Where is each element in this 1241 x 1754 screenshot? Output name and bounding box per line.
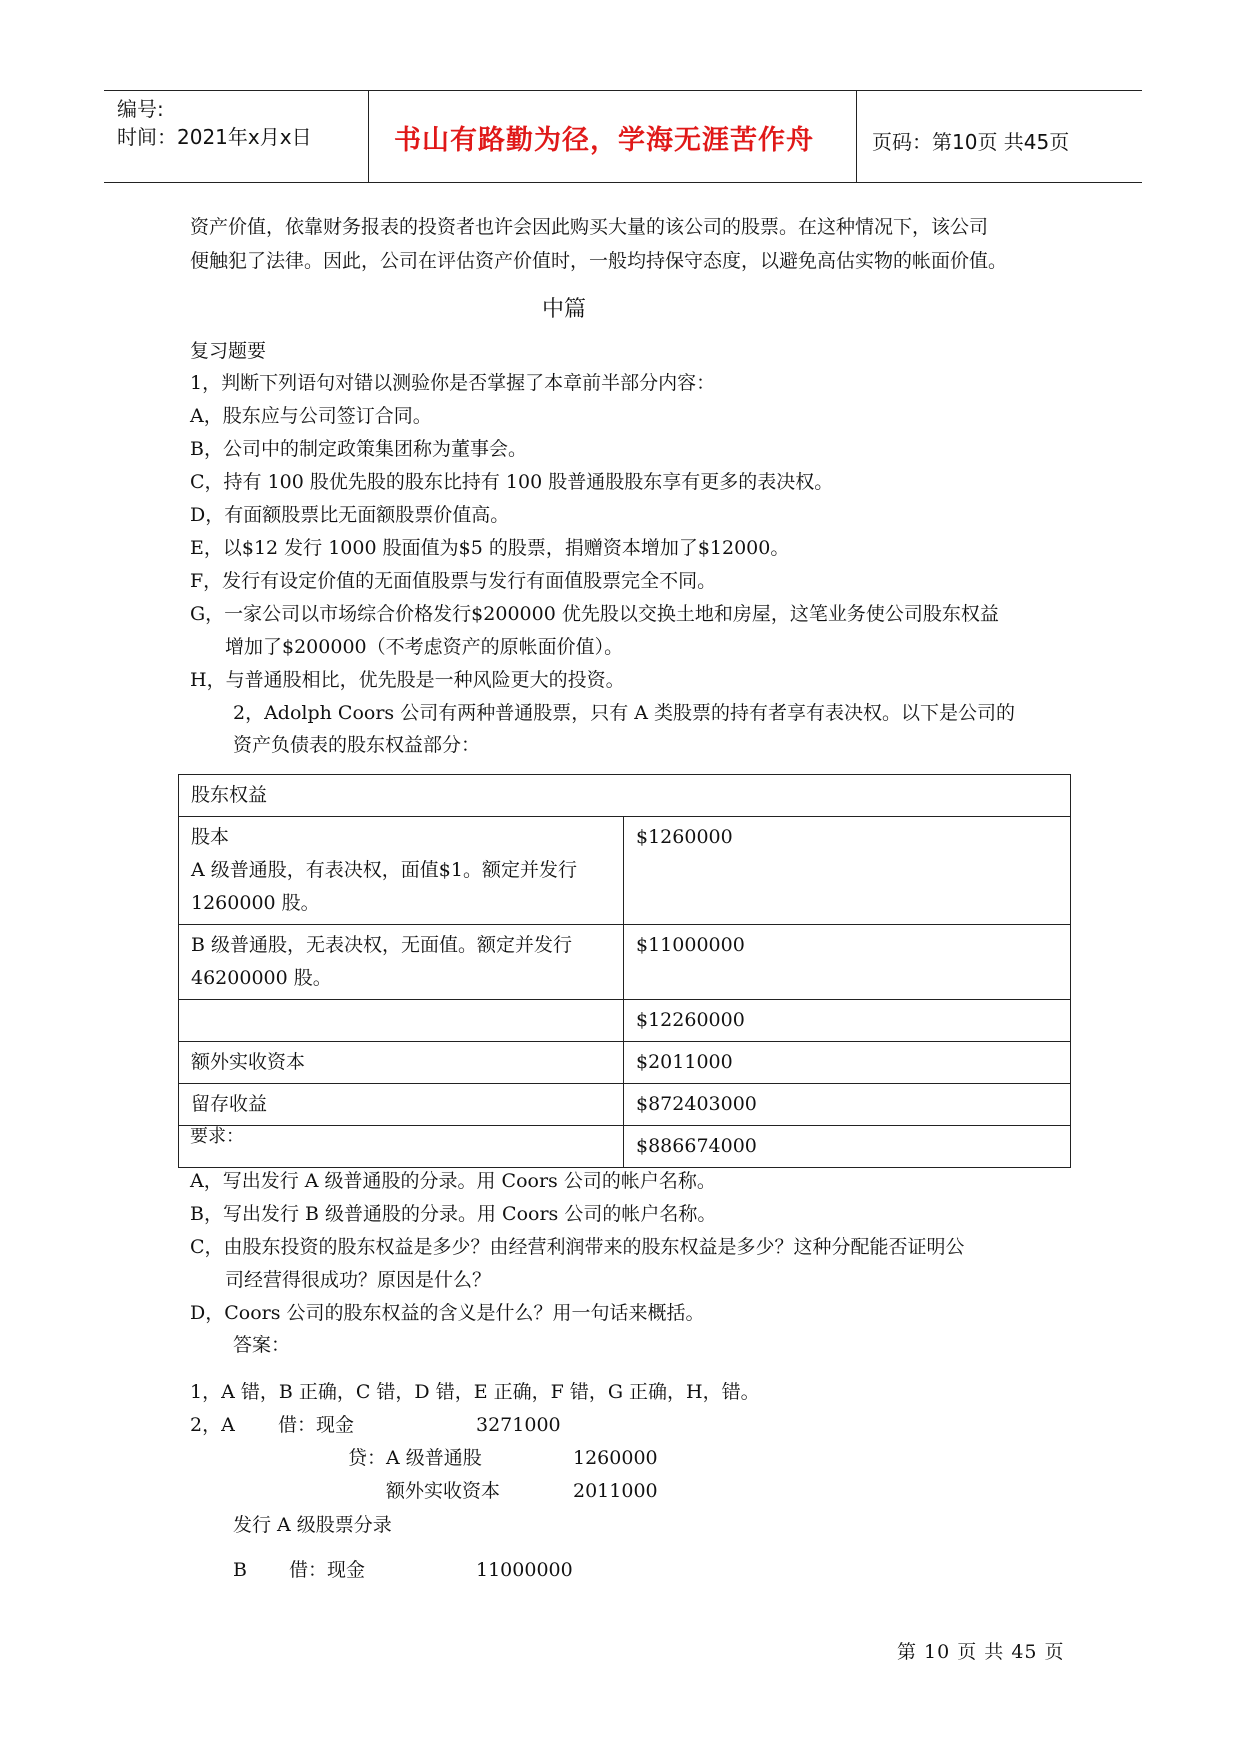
table-row: [179, 1000, 1071, 1042]
table-value-cell: $2011000: [624, 1042, 1071, 1084]
row-label-line: B 级普通股，无表决权，无面值。额定并发行: [191, 934, 573, 956]
statement-c: C，持有 100 股优先股的股东比持有 100 股普通股股东享有更多的表决权。: [190, 471, 834, 493]
table-value-cell: $11000000: [624, 925, 1071, 1000]
table-value-cell: $886674000: [624, 1126, 1071, 1168]
table-row: [179, 1042, 1071, 1084]
row-label-line: 1260000 股。: [191, 892, 320, 914]
page-footer: 第 10 页 共 45 页: [897, 1641, 1065, 1663]
header-divider-left: [368, 90, 369, 183]
answer-2-credit-label: 贷：A 级普通股: [348, 1447, 482, 1469]
requirement-c-cont: 司经营得很成功？原因是什么？: [225, 1269, 492, 1291]
row-label-line: 46200000 股。: [191, 967, 332, 989]
table-label-cell: [179, 1126, 624, 1168]
answer-2-credit2-amount: 2011000: [573, 1480, 658, 1502]
statement-e: E，以$12 发行 1000 股面值为$5 的股票，捐赠资本增加了$12000。: [190, 537, 790, 559]
answer-b-debit-amount: 11000000: [476, 1559, 573, 1581]
answer-2-prefix: 2，A: [190, 1414, 235, 1436]
statement-h: H，与普通股相比，优先股是一种风险更大的投资。: [190, 669, 625, 691]
answer-b-debit-label: 借：现金: [289, 1559, 366, 1581]
table-label-cell: [179, 1000, 624, 1042]
header-motto: 书山有路勤为径，学海无涯苦作舟: [394, 125, 814, 156]
intro-line-1: 资产价值，依靠财务报表的投资者也许会因此购买大量的该公司的股票。在这种情况下，该公司: [190, 216, 989, 238]
header-bottom-rule: [104, 182, 1142, 183]
statement-f: F，发行有设定价值的无面值股票与发行有面值股票完全不同。: [190, 570, 717, 592]
answer-2-credit2-label: 额外实收资本: [386, 1480, 501, 1502]
doc-number-label: 编号:: [117, 97, 164, 121]
statement-g: G，一家公司以市场综合价格发行$200000 优先股以交换土地和房屋，这笔业务使公司股东权益: [190, 603, 999, 625]
question-2-line-1: 2，Adolph Coors 公司有两种普通股票，只有 A 类股票的持有者享有表决权。以下是公司的: [233, 702, 1016, 724]
question-2-line-2: 资产负债表的股东权益部分：: [233, 734, 481, 756]
answer-2-debit-amount: 3271000: [476, 1414, 561, 1436]
table-row: [179, 1126, 1071, 1168]
doc-time-label: 时间：2021年x月x日: [117, 125, 312, 149]
statement-g-cont: 增加了$200000（不考虑资产的原帐面价值）。: [225, 636, 624, 658]
page-indicator: 页码：第10页 共45页: [872, 130, 1070, 154]
header-divider-right: [856, 90, 857, 183]
requirements-heading: 要求：: [190, 1126, 244, 1147]
answers-heading: 答案：: [233, 1334, 291, 1356]
table-value-cell: $12260000: [624, 1000, 1071, 1042]
intro-line-2: 便触犯了法律。因此，公司在评估资产价值时，一般均持保守态度，以避免高估实物的帐面价值。: [190, 250, 1008, 272]
requirement-a: A，写出发行 A 级普通股的分录。用 Coors 公司的帐户名称。: [190, 1170, 716, 1192]
answer-1: 1，A 错，B 正确，C 错，D 错，E 正确，F 错，G 正确，H，错。: [190, 1381, 760, 1403]
table-row: [179, 775, 1071, 817]
statement-a: A，股东应与公司签订合同。: [190, 405, 432, 427]
table-label-cell: [179, 925, 624, 1000]
row-label-line: A 级普通股，有表决权，面值$1。额定并发行: [191, 859, 577, 881]
table-row: [179, 817, 1071, 925]
table-value-cell: $872403000: [624, 1084, 1071, 1126]
table-title-cell: 股东权益: [179, 775, 1071, 817]
header-top-rule: [104, 90, 1142, 91]
table-row: [179, 925, 1071, 1000]
row-label-line: 股本: [191, 826, 230, 848]
answer-2-debit-label: 借：现金: [278, 1414, 355, 1436]
requirement-d: D，Coors 公司的股东权益的含义是什么？用一句话来概括。: [190, 1302, 705, 1324]
table-row: [179, 1084, 1071, 1126]
review-heading: 复习题要: [190, 340, 267, 362]
answer-b-prefix: B: [233, 1559, 247, 1581]
table-label-cell: [179, 817, 624, 925]
table-label-cell: 额外实收资本: [179, 1042, 624, 1084]
answer-2-credit-amount: 1260000: [573, 1447, 658, 1469]
statement-b: B，公司中的制定政策集团称为董事会。: [190, 438, 527, 460]
requirement-b: B，写出发行 B 级普通股的分录。用 Coors 公司的帐户名称。: [190, 1203, 717, 1225]
table-label-cell: 留存收益: [179, 1084, 624, 1126]
section-title: 中篇: [542, 297, 587, 322]
statement-d: D，有面额股票比无面额股票价值高。: [190, 504, 510, 526]
requirement-c: C，由股东投资的股东权益是多少？由经营利润带来的股东权益是多少？这种分配能否证明公: [190, 1236, 965, 1258]
equity-table: [178, 774, 1071, 1168]
question-1: 1，判断下列语句对错以测验你是否掌握了本章前半部分内容：: [190, 372, 716, 394]
answer-2-note: 发行 A 级股票分录: [233, 1514, 392, 1536]
table-value-cell: $1260000: [624, 817, 1071, 925]
